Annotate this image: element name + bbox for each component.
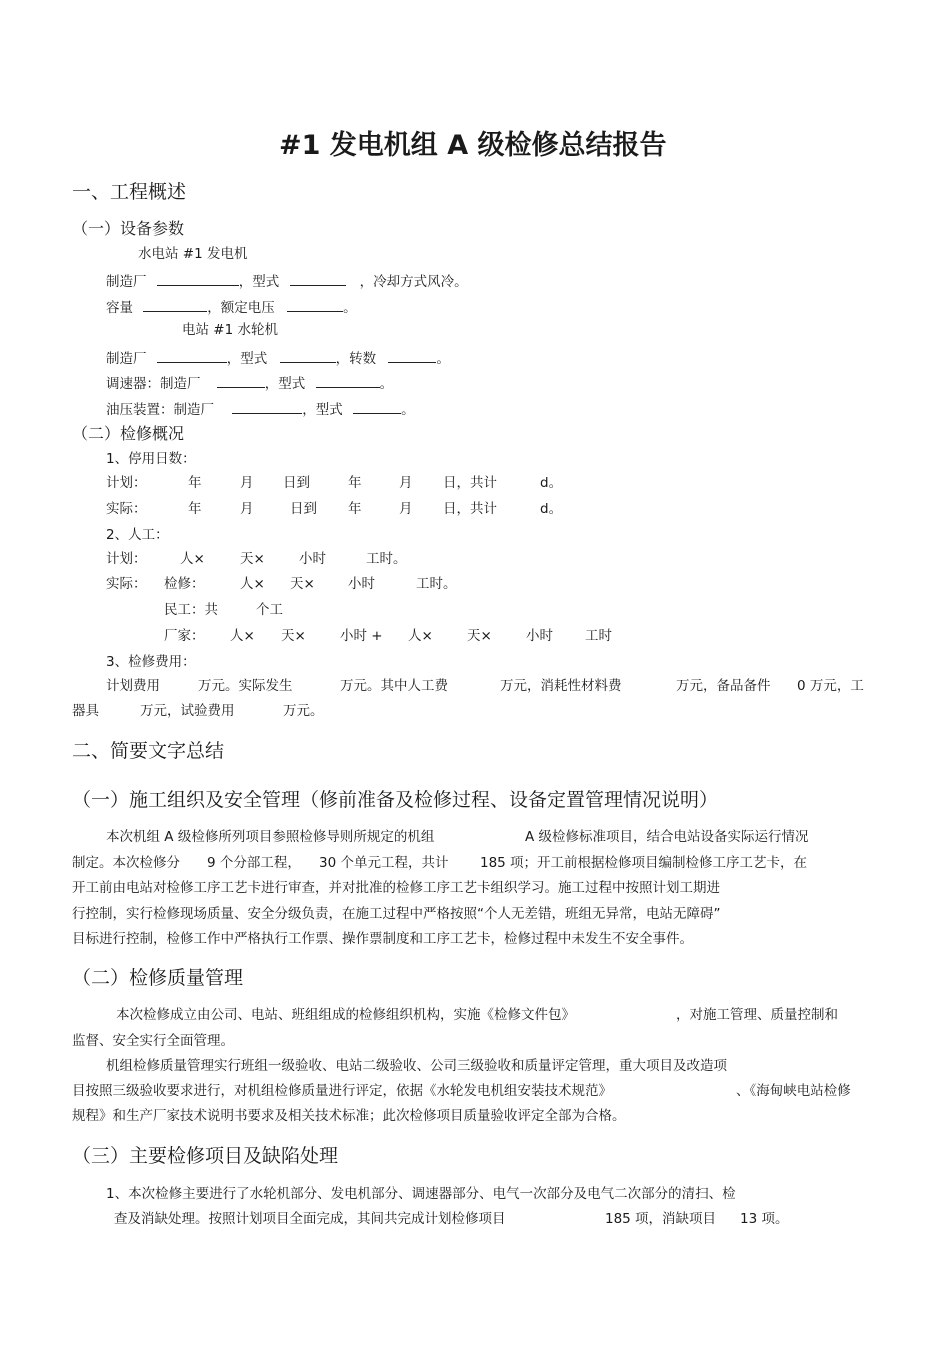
blank-field (280, 350, 336, 363)
subsection-major-items: （三）主要检修项目及缺陷处理 (72, 1145, 339, 1167)
blank-field (143, 299, 207, 312)
section-1-heading: 一、工程概述 (72, 181, 187, 203)
turbine-title: 电站 #1 水轮机 (182, 322, 278, 338)
subsection-construction-safety: （一）施工组织及安全管理（修前准备及检修过程、设备定置管理情况说明） (72, 789, 719, 811)
blank-field (217, 375, 265, 388)
blank-field (287, 299, 343, 312)
turbine-line-1: 制造厂 ，型式 ，转数 。 (106, 351, 450, 367)
blank-field (353, 401, 401, 414)
days-heading: 1、停用日数： (106, 451, 196, 467)
subsection-overhaul-overview: （二）检修概况 (72, 424, 185, 443)
governor-line: 调速器：制造厂 ，型式 。 (106, 376, 394, 392)
labor-heading: 2、人工： (106, 527, 169, 543)
blank-field (290, 273, 346, 286)
subsection-equipment-params: （一）设备参数 (72, 219, 185, 238)
subsection-quality-management: （二）检修质量管理 (72, 967, 244, 989)
section-2-heading: 二、简要文字总结 (72, 740, 225, 762)
blank-field (157, 273, 239, 286)
oil-pressure-line: 油压装置：制造厂 ，型式 。 (106, 402, 415, 418)
blank-field (388, 350, 436, 363)
generator-line-1: 制造厂 ，型式 ，冷却方式风冷。 (106, 274, 468, 290)
generator-line-2: 容量 ，额定电压 。 (106, 300, 357, 316)
blank-field (232, 401, 302, 414)
blank-field (316, 375, 380, 388)
blank-field (157, 350, 227, 363)
cost-heading: 3、检修费用： (106, 654, 196, 670)
report-title: #1 发电机组 A 级检修总结报告 (279, 130, 667, 161)
generator-title: 水电站 #1 发电机 (138, 246, 248, 262)
